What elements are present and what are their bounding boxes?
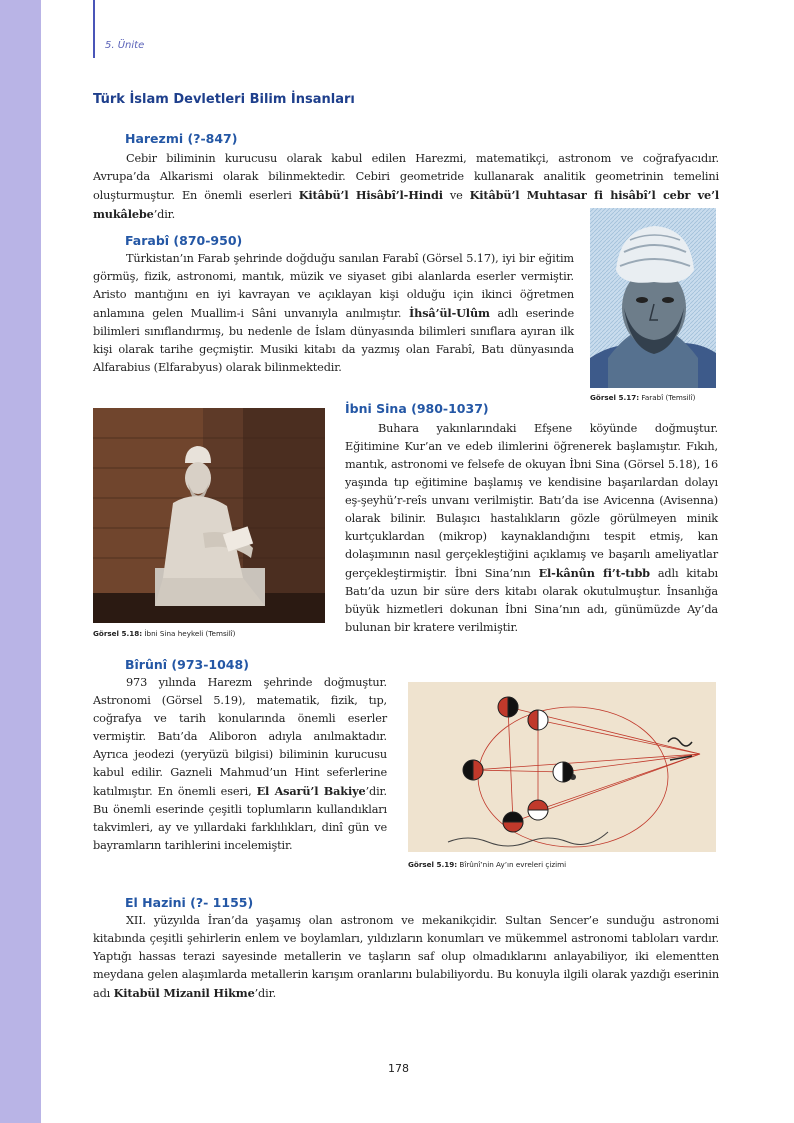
farabi-portrait-image [590, 208, 716, 388]
ibni-sina-text-1: Buhara yakınlarındaki Efşene köyünde doğmuştur. Eğitimine Kur’an ve edeb ilimlerini öğrenerek başlamıştır. Fıkıh, mantık, astronomi ve felsefe de okuyan İbni Sina (Görsel 5.18), 16 yaşında tıp eğitimine başlamış ve kendisine başarılardan dolayı eş-şeyhü’r-reîs unvanı verilmiştir. Batı’da ise Avicenna (Avisenna) olarak bilinir. Bulaşıcı hastalıkların gözle görülmeyen minik kurtçuklardan (mikrop) kaynaklandığını tespit etmiş, kan dolaşımının nasıl gerçekleştiğini açıklamış ve başarılı ameliyatlar gerçekleştirmiştir. İbni Sina’nın [345, 422, 718, 580]
biruni-work: El Asarü’l Bakiye [256, 784, 366, 798]
left-color-band [0, 0, 41, 1123]
hazini-text-2: ’dir. [254, 987, 277, 1000]
section-title: Türk İslam Devletleri Bilim İnsanları [93, 92, 355, 107]
ibni-sina-statue-image [93, 408, 325, 623]
ibni-sina-text-2: adlı kitabı Batı’da uzun bir süre ders kitabı olarak okutulmuştur. İnsanlığa büyük hizmetleri dokunan İbni Sina’nın adı, günümüzde Ay’da bulunan bir kratere verilmiştir. [345, 567, 718, 634]
harezmi-text-3: ’dir. [153, 208, 176, 221]
farabi-caption [590, 393, 695, 402]
ibni-sina-heading: İbni Sina (980-1037) [345, 401, 489, 416]
farabi-text-2: adlı eserinde bilimleri sınıflandırmış, bu nedenle de İslam dünyasında bilimleri sınıflara ayıran ilk kişi olarak tarihe geçmiştir. Musiki kitabı da yazmış olan Farabî, Batı dünyasında Alfarabius (Elfarabyus) olarak bilinmektedir. [93, 307, 575, 374]
biruni-paragraph [93, 674, 387, 855]
harezmi-work-2: Kitâbü’l Muhtasar fi hisâbî’l cebr ve’l mukâlebe [93, 188, 719, 221]
unit-label: 5. Ünite [105, 40, 145, 51]
harezmi-heading: Harezmi (?-847) [125, 131, 238, 146]
farabi-paragraph [93, 250, 574, 377]
farabi-caption-text: Farabî (Temsilî) [639, 393, 696, 402]
biruni-caption-label: Görsel 5.19: [408, 860, 458, 869]
biruni-heading: Bîrûnî (973-1048) [125, 657, 249, 672]
biruni-caption-text: Bîrûnî’nin Ay’ın evreleri çizimi [457, 860, 567, 869]
farabi-text-1: Türkistan’ın Farab şehrinde doğduğu sanılan Farabî (Görsel 5.17), iyi bir eğitim görmüş, fizik, astronomi, mantık, müzik ve siyaset gibi alanlarda eserler vermiştir. Aristo mantığını en iyi kavrayan ve açıklayan kişi olduğu için ikinci öğretmen anlamına gelen Muallim-i Sâni unvanıyla anılmıştır. [93, 252, 574, 320]
farabi-work: İhsâ’ül-Ulûm [409, 306, 490, 320]
ibni-sina-paragraph [345, 420, 718, 637]
ibni-sina-caption-text: İbni Sina heykeli (Temsilî) [142, 629, 236, 638]
biruni-moon-phases-image [408, 682, 716, 852]
ibni-sina-work: El-kânûn fi’t-tıbb [538, 566, 650, 580]
farabi-heading: Farabî (870-950) [125, 233, 243, 248]
biruni-text-1: 973 yılında Harezm şehrinde doğmuştur. Astronomi (Görsel 5.19), matematik, fizik, tıp, coğrafya ve tarih konularında önemli eserler vermiştir. Batı’da Aliboron adıyla anılmaktadır. Ayrıca jeodezi (yeryüzü bilgisi) biliminin kurucusu kabul edilir. Gazneli Mahmud’un Hint seferlerine katılmıştır. En önemli eseri, [93, 676, 387, 798]
hazini-paragraph [93, 912, 719, 1003]
page-number: 178 [388, 1062, 409, 1075]
ibni-sina-caption-label: Görsel 5.18: [93, 629, 143, 638]
header-rule [93, 0, 95, 58]
harezmi-text-1: Cebir biliminin kurucusu olarak kabul edilen Harezmi, matematikçi, astronom ve coğrafyacıdır. Avrupa’da Alkarismi olarak bilinmektedir. Cebiri geometride kullanarak analitik geometrinin temelini oluşturmuştur. En önemli eserleri [93, 152, 719, 202]
hazini-text-1: XII. yüzyılda İran’da yaşamış olan astronom ve mekanikçidir. Sultan Sencer’e sunduğu astronomi kitabında çeşitli şehirlerin enlem ve boylamları, yıldızların konumları ve mükemmel astronomi tabloları vardır. Yaptığı hassas terazi sayesinde metallerin ve taşların saf olup olmadıklarını anlayabiliyor, iki elementten meydana gelen alaşımlarda metallerin karışım oranlarını bulabiliyordu. Bu konuyla ilgili olarak yazdığı eserinin adı [93, 914, 719, 1000]
ibni-sina-caption [93, 629, 236, 638]
harezmi-work-1: Kitâbü’l Hisâbî’l-Hindi [298, 188, 443, 202]
hazini-heading: El Hazini (?- 1155) [125, 895, 254, 910]
hazini-work: Kitabül Mizanil Hikme [113, 986, 255, 1000]
farabi-caption-label: Görsel 5.17: [590, 393, 640, 402]
biruni-text-2: ’dir. Bu önemli eserinde çeşitli toplumların kullandıkları takvimleri, ay ve yıllardaki farklılıkları, dinî gün ve bayramların tarihlerini incelemiştir. [93, 785, 387, 852]
harezmi-text-2: ve [442, 189, 470, 202]
biruni-caption [408, 860, 566, 869]
